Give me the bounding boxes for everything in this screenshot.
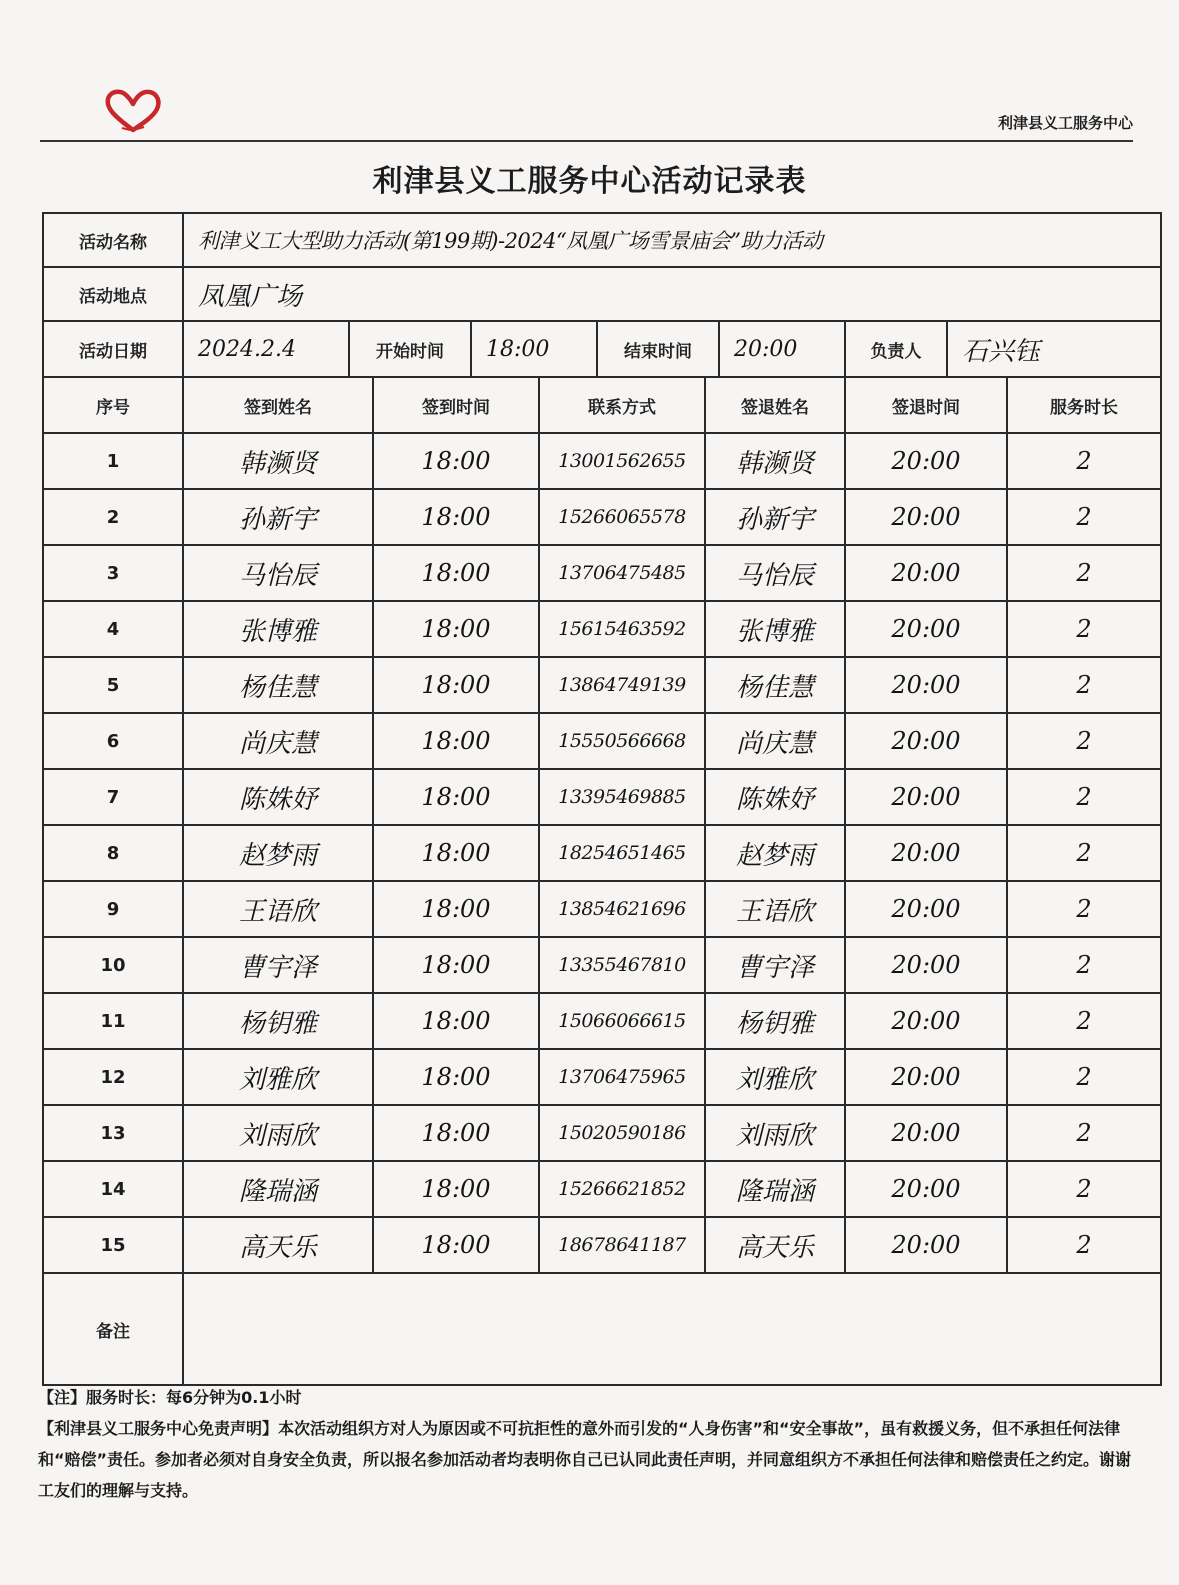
row-number: 8	[43, 825, 183, 881]
row-number: 11	[43, 993, 183, 1049]
service-duration: 2	[1007, 545, 1161, 601]
remarks-label: 备注	[43, 1273, 183, 1385]
contact-phone: 15066066615	[539, 993, 705, 1049]
contact-phone: 18678641187	[539, 1217, 705, 1273]
signin-time: 18:00	[373, 937, 539, 993]
row-number: 13	[43, 1105, 183, 1161]
contact-phone: 13355467810	[539, 937, 705, 993]
signout-name: 曹宇泽	[705, 937, 845, 993]
contact-phone: 15020590186	[539, 1105, 705, 1161]
signin-time: 18:00	[373, 1161, 539, 1217]
contact-phone: 15266065578	[539, 489, 705, 545]
signin-time: 18:00	[373, 657, 539, 713]
signin-name: 韩濒贤	[183, 433, 373, 489]
signout-time: 20:00	[845, 1161, 1007, 1217]
signout-time: 20:00	[845, 1105, 1007, 1161]
column-header-row	[43, 377, 1161, 433]
start-time-label: 开始时间	[350, 322, 472, 376]
header-divider	[40, 140, 1133, 142]
activity-record-table	[42, 212, 1162, 1386]
activity-name-value: 利津义工大型助力活动(第199期)-2024“凤凰广场雪景庙会”助力活动	[183, 213, 1161, 267]
signout-time: 20:00	[845, 1217, 1007, 1273]
signout-time: 20:00	[845, 937, 1007, 993]
signout-time: 20:00	[845, 545, 1007, 601]
signin-time: 18:00	[373, 769, 539, 825]
signin-time: 18:00	[373, 1049, 539, 1105]
signin-name: 隆瑞涵	[183, 1161, 373, 1217]
service-duration: 2	[1007, 601, 1161, 657]
row-number: 15	[43, 1217, 183, 1273]
disclaimer-text: 【利津县义工服务中心免责声明】本次活动组织方对人为原因或不可抗拒性的意外而引发的“人身伤害”和“安全事故”，虽有救援义务，但不承担任何法律和“赔偿”责任。参加者必须对自身安全负责，所以报名参加活动者均表明你自己已认同此责任声明，并同意组织方不承担任何法律和赔偿责任之约定。谢谢工友们的理解与支持。	[38, 1419, 1132, 1500]
contact-phone: 13854621696	[539, 881, 705, 937]
signin-name: 孙新宇	[183, 489, 373, 545]
contact-phone: 13706475485	[539, 545, 705, 601]
column-header: 签退时间	[845, 377, 1007, 433]
contact-phone: 13395469885	[539, 769, 705, 825]
contact-phone: 15266621852	[539, 1161, 705, 1217]
org-header: 利津县义工服务中心	[997, 114, 1133, 132]
contact-phone: 15615463592	[539, 601, 705, 657]
table-row	[43, 433, 1161, 489]
date-value: 2024.2.4	[184, 322, 350, 376]
signin-name: 陈姝妤	[183, 769, 373, 825]
activity-name-label: 活动名称	[43, 213, 183, 267]
signin-name: 张博雅	[183, 601, 373, 657]
activity-name-row	[43, 213, 1161, 267]
signin-time: 18:00	[373, 993, 539, 1049]
table-row	[43, 881, 1161, 937]
service-duration-note: 【注】服务时长：每6分钟为0.1小时	[38, 1388, 302, 1407]
location-value: 凤凰广场	[183, 267, 1161, 321]
signin-name: 杨佳慧	[183, 657, 373, 713]
row-number: 10	[43, 937, 183, 993]
date-row	[43, 321, 1161, 377]
signin-time: 18:00	[373, 489, 539, 545]
table-row	[43, 1217, 1161, 1273]
signout-name: 尚庆慧	[705, 713, 845, 769]
row-number: 3	[43, 545, 183, 601]
location-label: 活动地点	[43, 267, 183, 321]
service-duration: 2	[1007, 657, 1161, 713]
service-duration: 2	[1007, 713, 1161, 769]
signout-time: 20:00	[845, 769, 1007, 825]
signin-name: 杨钥雅	[183, 993, 373, 1049]
row-number: 7	[43, 769, 183, 825]
signout-name: 陈姝妤	[705, 769, 845, 825]
signout-time: 20:00	[845, 825, 1007, 881]
signout-time: 20:00	[845, 1049, 1007, 1105]
service-duration: 2	[1007, 1161, 1161, 1217]
page-title: 利津县义工服务中心活动记录表	[372, 164, 807, 199]
signout-time: 20:00	[845, 713, 1007, 769]
signin-name: 尚庆慧	[183, 713, 373, 769]
row-number: 4	[43, 601, 183, 657]
column-header: 签到姓名	[183, 377, 373, 433]
table-row	[43, 937, 1161, 993]
signin-name: 刘雨欣	[183, 1105, 373, 1161]
signin-name: 刘雅欣	[183, 1049, 373, 1105]
column-header: 签到时间	[373, 377, 539, 433]
contact-phone: 13706475965	[539, 1049, 705, 1105]
signout-name: 高天乐	[705, 1217, 845, 1273]
service-duration: 2	[1007, 993, 1161, 1049]
signin-name: 高天乐	[183, 1217, 373, 1273]
signout-name: 刘雨欣	[705, 1105, 845, 1161]
signin-time: 18:00	[373, 1105, 539, 1161]
table-row	[43, 1049, 1161, 1105]
row-number: 2	[43, 489, 183, 545]
signout-name: 杨佳慧	[705, 657, 845, 713]
row-number: 6	[43, 713, 183, 769]
signin-time: 18:00	[373, 825, 539, 881]
table-row	[43, 993, 1161, 1049]
signin-time: 18:00	[373, 601, 539, 657]
end-time-label: 结束时间	[598, 322, 720, 376]
signout-time: 20:00	[845, 489, 1007, 545]
signout-time: 20:00	[845, 881, 1007, 937]
table-row	[43, 1161, 1161, 1217]
signout-name: 隆瑞涵	[705, 1161, 845, 1217]
column-header: 服务时长	[1007, 377, 1161, 433]
service-duration: 2	[1007, 489, 1161, 545]
column-header: 序号	[43, 377, 183, 433]
service-duration: 2	[1007, 769, 1161, 825]
notes-section	[38, 1382, 1140, 1506]
service-duration: 2	[1007, 825, 1161, 881]
row-number: 9	[43, 881, 183, 937]
table-row	[43, 657, 1161, 713]
signin-name: 马怡辰	[183, 545, 373, 601]
signin-time: 18:00	[373, 881, 539, 937]
table-row	[43, 489, 1161, 545]
signout-name: 马怡辰	[705, 545, 845, 601]
leader-label: 负责人	[846, 322, 948, 376]
location-row	[43, 267, 1161, 321]
column-header: 联系方式	[539, 377, 705, 433]
service-duration: 2	[1007, 1217, 1161, 1273]
signout-time: 20:00	[845, 657, 1007, 713]
contact-phone: 18254651465	[539, 825, 705, 881]
heart-logo-icon	[104, 88, 162, 134]
signin-name: 王语欣	[183, 881, 373, 937]
signout-name: 刘雅欣	[705, 1049, 845, 1105]
remarks-value	[183, 1273, 1161, 1385]
signout-time: 20:00	[845, 433, 1007, 489]
contact-phone: 13001562655	[539, 433, 705, 489]
signout-time: 20:00	[845, 601, 1007, 657]
signout-name: 韩濒贤	[705, 433, 845, 489]
signin-time: 18:00	[373, 1217, 539, 1273]
table-row	[43, 769, 1161, 825]
service-duration: 2	[1007, 1105, 1161, 1161]
contact-phone: 15550566668	[539, 713, 705, 769]
service-duration: 2	[1007, 881, 1161, 937]
leader-value: 石兴钰	[962, 336, 1041, 367]
signout-name: 赵梦雨	[705, 825, 845, 881]
signout-name: 张博雅	[705, 601, 845, 657]
signout-name: 王语欣	[705, 881, 845, 937]
signin-name: 赵梦雨	[183, 825, 373, 881]
service-duration: 2	[1007, 433, 1161, 489]
table-row	[43, 545, 1161, 601]
signin-time: 18:00	[373, 433, 539, 489]
contact-phone: 13864749139	[539, 657, 705, 713]
table-row	[43, 825, 1161, 881]
start-time-value: 18:00	[472, 322, 598, 376]
signin-time: 18:00	[373, 545, 539, 601]
signin-time: 18:00	[373, 713, 539, 769]
row-number: 1	[43, 433, 183, 489]
signin-name: 曹宇泽	[183, 937, 373, 993]
signout-name: 杨钥雅	[705, 993, 845, 1049]
row-number: 5	[43, 657, 183, 713]
signout-name: 孙新宇	[705, 489, 845, 545]
table-row	[43, 713, 1161, 769]
column-header: 签退姓名	[705, 377, 845, 433]
row-number: 12	[43, 1049, 183, 1105]
signout-time: 20:00	[845, 993, 1007, 1049]
end-time-value: 20:00	[720, 322, 846, 376]
service-duration: 2	[1007, 937, 1161, 993]
date-label: 活动日期	[43, 321, 183, 377]
table-row	[43, 1105, 1161, 1161]
table-row	[43, 601, 1161, 657]
remarks-row	[43, 1273, 1161, 1385]
row-number: 14	[43, 1161, 183, 1217]
service-duration: 2	[1007, 1049, 1161, 1105]
